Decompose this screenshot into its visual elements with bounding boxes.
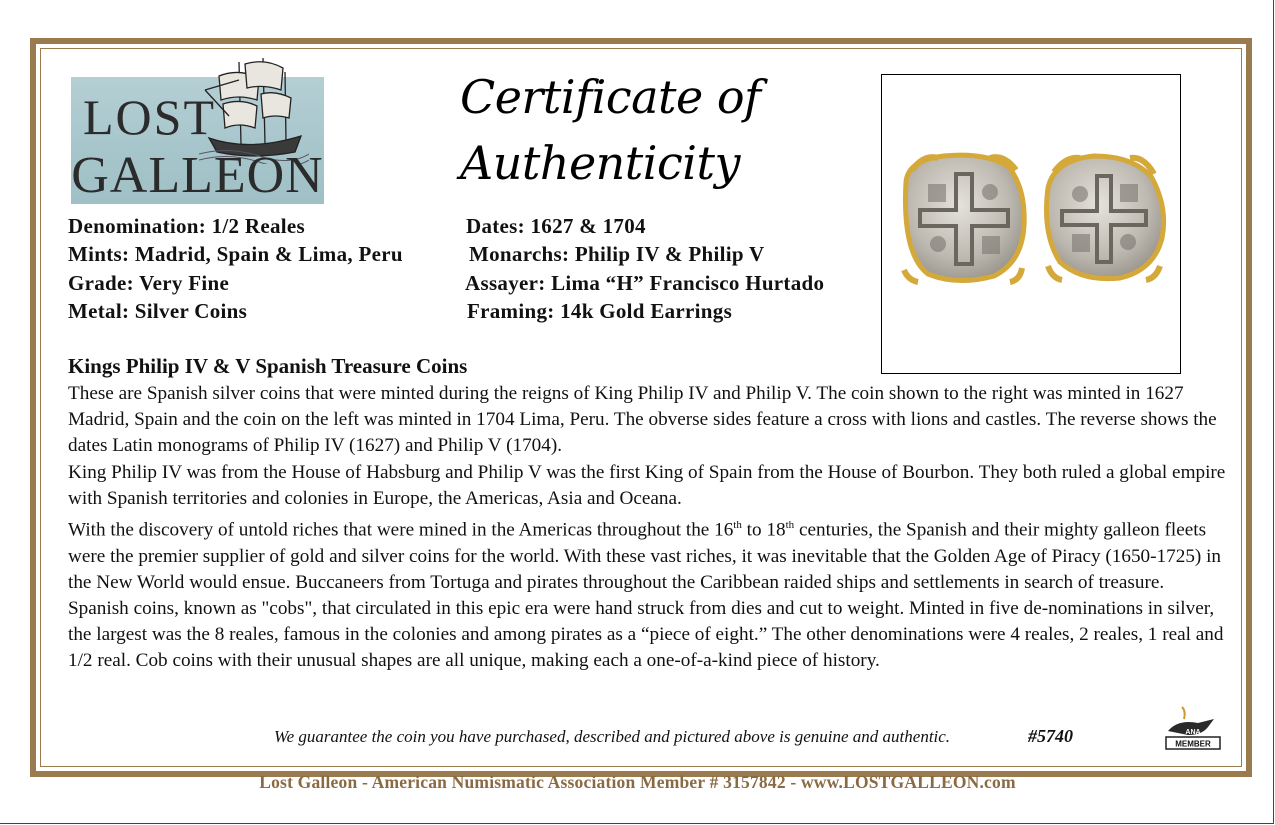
ana-lamp-icon [1158,705,1226,753]
coin-earrings-image [882,75,1179,372]
section-heading: Kings Philip IV & V Spanish Treasure Coins [68,354,468,378]
left-coin [904,155,1024,282]
paragraph-3-part-a: With the discovery of untold riches that were mined in the Americas throughout the 16 [68,519,734,541]
detail-assayer: Assayer: Lima “H” Francisco Hurtado [465,271,825,295]
ana-member-badge [1158,705,1226,753]
paragraph-4: Spanish coins, known as "cobs", that circulated in this epic era were hand struck from dies and cut to weight. Minted in five de-nominations in silver, the largest was the 8 reales, famous in the colonies and among pirates as a “piece of eight.” The other denominations were 4 reales, 2 reales, 1 real and 1/2 real. Cob coins with their unusual shapes are all unique, making each a one-of-a-kind piece of history. [68,598,1224,672]
title-line-2: Authenticity [460,136,740,190]
title-line-1: Certificate of [460,70,761,124]
detail-dates: Dates: 1627 & 1704 [466,214,646,238]
paragraph-1: These are Spanish silver coins that were minted during the reigns of King Philip IV and Philip V. The coin shown to the right was minted in 1627 Madrid, Spain and the coin on the left was minted in 1704 Lima, Peru. The obverse sides feature a cross with lions and castles. The reverse shows the dates Latin monograms of Philip IV (1627) and Philip V (1704). [68,383,1217,457]
paragraph-3-part-c: centuries, the Spanish and their mighty galleon fleets were the premier supplier of gold and silver coins for the world. With these vast riches, it was inevitable that the Golden Age of Piracy (1650-1725) in the New World would ensue. Buccaneers from Tortuga and pirates throughout the Caribbean raided ships and settlements in search of treasure. [68,519,1222,593]
ana-text: ANA [1185,729,1201,736]
guarantee-statement: We guarantee the coin you have purchased, described and pictured above is genuine and authentic. [274,727,951,746]
superscript-th: th [733,519,742,532]
lost-galleon-logo [71,56,324,204]
member-text: MEMBER [1175,739,1211,749]
detail-denomination: Denomination: 1/2 Reales [68,214,306,238]
superscript-th: th [785,519,795,532]
detail-framing: Framing: 14k Gold Earrings [467,299,733,323]
logo-word-galleon: GALLEON [71,147,324,204]
certificate-title [460,64,761,196]
detail-mints: Mints: Madrid, Spain & Lima, Peru [68,242,403,266]
detail-metal: Metal: Silver Coins [68,299,248,323]
logo-word-lost: LOST [83,89,216,145]
coin-photo [881,74,1181,374]
footer-membership: Lost Galleon - American Numismatic Association Member # 3157842 - www.LOSTGALLEON.com [259,772,1016,792]
detail-monarchs: Monarchs: Philip IV & Philip V [469,242,765,266]
paragraph-2: King Philip IV was from the House of Habsburg and Philip V was the first King of Spain from the House of Bourbon. They both ruled a global empire with Spanish territories and colonies in Europe, the Americas, Asia and Oceana. [68,461,1226,509]
right-coin [1047,156,1164,280]
paragraph-3-part-b: to 18 [741,519,786,541]
detail-grade: Grade: Very Fine [68,271,230,295]
certificate-number: #5740 [1028,726,1073,746]
paragraph-3 [68,512,1228,596]
description-body [68,381,1228,675]
